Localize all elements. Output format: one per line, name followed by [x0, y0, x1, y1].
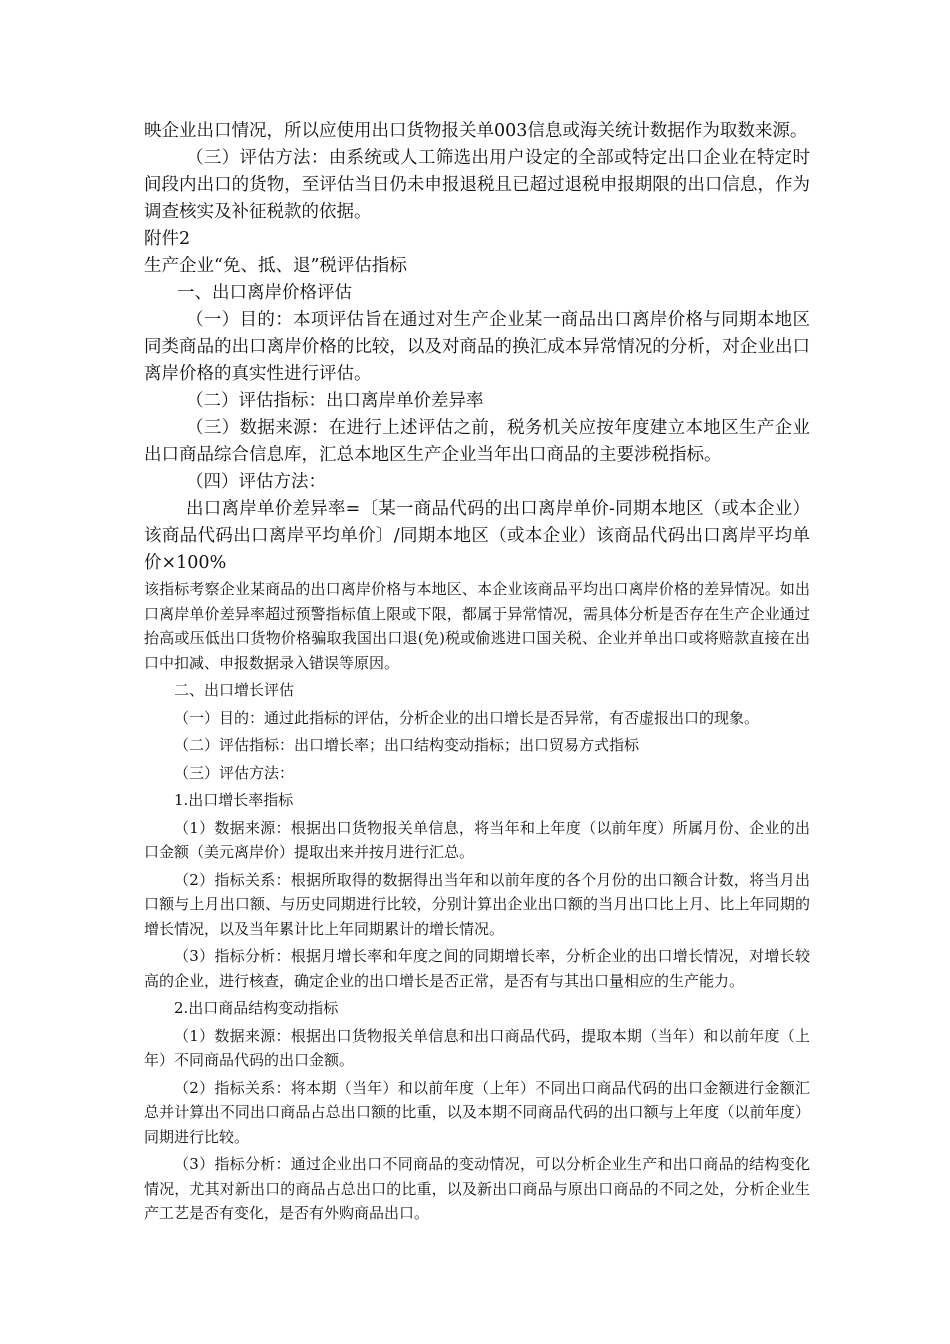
paragraph: （三）数据来源：在进行上述评估之前，税务机关应按年度建立本地区生产企业出口商品综合信息库，汇总本地区生产企业当年出口商品的主要涉税指标。: [144, 418, 810, 465]
subheading: 2.出口商品结构变动指标: [174, 999, 339, 1017]
paragraph: 该指标考察企业某商品的出口离岸价格与本地区、本企业该商品平均出口离岸价格的差异情况。如出口离岸单价差异率超过预警指标值上限或下限，都属于异常情况，需具体分析是否存在生产企业通过抬高或压低出口货物价格骗取我国出口退(免)税或偷逃进口国关税、企业并单出口或将赔款直接在出口中扣减、申报数据录入错误等原因。: [144, 580, 810, 672]
paragraph: （二）评估指标：出口离岸单价差异率: [186, 391, 484, 411]
paragraph: 映企业出口情况，所以应使用出口货物报关单003信息或海关统计数据作为取数来源。: [144, 121, 808, 141]
paragraph: （四）评估方法：: [186, 472, 326, 492]
document-body: [144, 118, 810, 1226]
paragraph: （1）数据来源：根据出口货物报关单信息，将当年和上年度（以前年度）所属月份、企业的出口金额（美元离岸价）提取出来并按月进行汇总。: [144, 818, 810, 861]
paragraph: （1）数据来源：根据出口货物报关单信息和出口商品代码，提取本期（当年）和以前年度（上年）不同商品代码的出口金额。: [144, 1026, 810, 1069]
attachment-label: 附件2: [144, 229, 191, 249]
formula-paragraph: 出口离岸单价差异率=〔某一商品代码的出口离岸单价-同期本地区（或本企业）该商品代码出口离岸平均单价〕/同期本地区（或本企业）该商品代码出口离岸平均单价×100%: [144, 499, 810, 573]
paragraph: （一）目的：本项评估旨在通过对生产企业某一商品出口离岸价格与同期本地区同类商品的出口离岸价格的比较，以及对商品的换汇成本异常情况的分析，对企业出口离岸价格的真实性进行评估。: [144, 310, 810, 384]
attachment-title: 生产企业“免、抵、退”税评估指标: [144, 256, 407, 276]
paragraph: （一）目的：通过此指标的评估，分析企业的出口增长是否异常，有否虚报出口的现象。: [174, 708, 760, 727]
paragraph: （2）指标关系：根据所取得的数据得出当年和以前年度的各个月份的出口额合计数，将当月出口额与上月出口额、与历史同期进行比较，分别计算出企业出口额的当月出口比上月、比上年同期的增长情况，以及当年累计比上年同期累计的增长情况。: [144, 870, 810, 938]
subheading: 1.出口增长率指标: [174, 791, 294, 809]
section-heading: 二、出口增长评估: [174, 681, 295, 699]
paragraph: （2）指标关系：将本期（当年）和以前年度（上年）不同出口商品代码的出口金额进行金额汇总并计算出不同出口商品占总出口额的比重，以及本期不同商品代码的出口额与上年度（以前年度）同期进行比较。: [144, 1078, 810, 1146]
paragraph: （三）评估方法：由系统或人工筛选出用户设定的全部或特定出口企业在特定时间段内出口的货物，至评估当日仍未申报退税且已超过退税申报期限的出口信息，作为调查核实及补征税款的依据。: [144, 148, 810, 222]
paragraph: （3）指标分析：根据月增长率和年度之间的同期增长率，分析企业的出口增长情况，对增长较高的企业，进行核查，确定企业的出口增长是否正常，是否有与其出口量相应的生产能力。: [144, 947, 810, 990]
paragraph: （三）评估方法：: [174, 763, 295, 782]
section-heading: 一、出口离岸价格评估: [177, 283, 352, 303]
paragraph: （二）评估指标：出口增长率；出口结构变动指标；出口贸易方式指标: [174, 736, 640, 754]
paragraph: （3）指标分析：通过企业出口不同商品的变动情况，可以分析企业生产和出口商品的结构变化情况，尤其对新出口的商品占总出口的比重，以及新出口商品与原出口商品的不同之处，分析企业生产工艺是否有变化，是否有外购商品出口。: [144, 1155, 810, 1222]
